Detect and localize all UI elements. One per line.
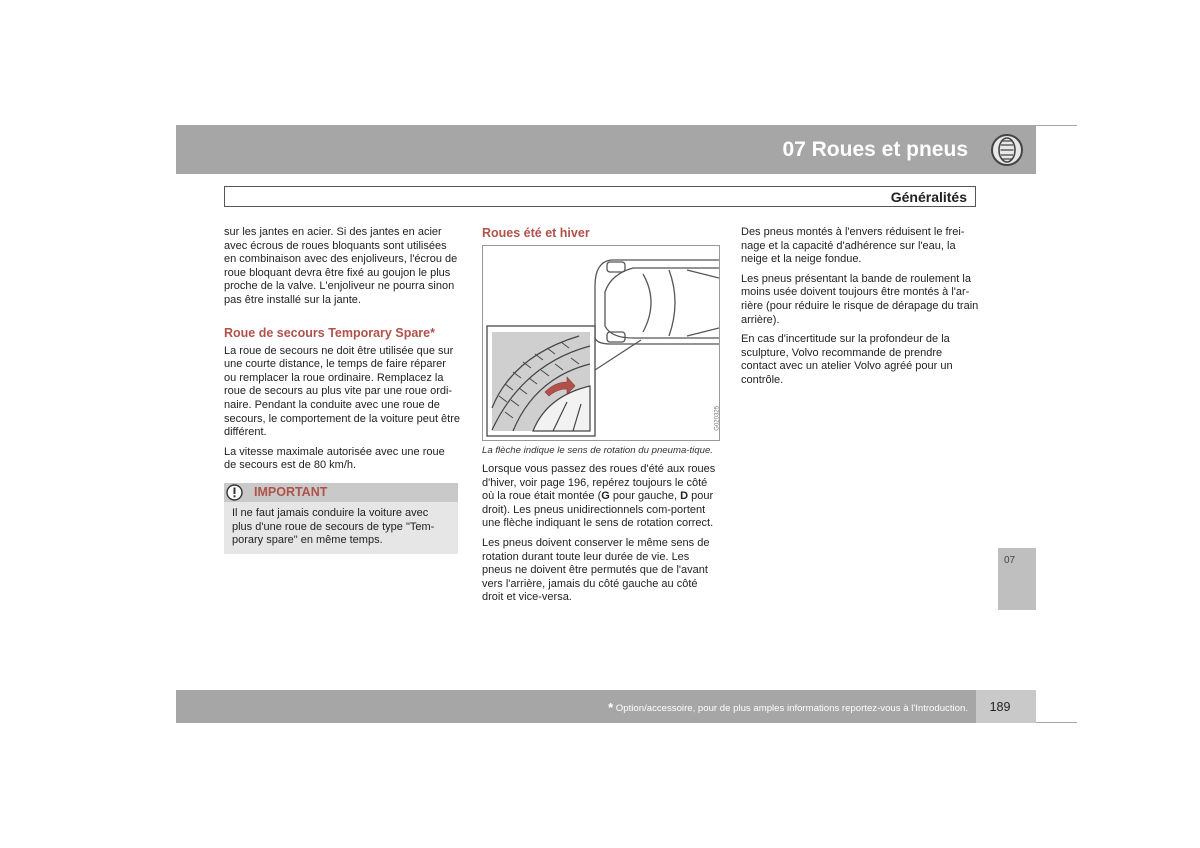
important-box [224, 483, 458, 554]
car-tire-drawing [483, 246, 719, 440]
chapter-tab-label: 07 [1004, 555, 1016, 566]
column-right [741, 226, 979, 394]
paragraph [482, 463, 719, 531]
important-title: IMPORTANT [254, 484, 328, 499]
section-heading: Roue de secours Temporary Spare* [224, 325, 435, 340]
footnote-text: Option/accessoire, pour de plus amples informations reportez-vous à l'Introduction. [613, 703, 968, 714]
tire-icon [978, 125, 1036, 174]
important-header [224, 483, 458, 502]
header-rule [1036, 125, 1077, 126]
bold-letter-g: G [601, 490, 610, 503]
text-run: pour gauche, [609, 490, 681, 503]
important-text: Il ne faut jamais conduire la voiture avec plus d'une roue de secours de type "Tem-porary spare" en même temps. [232, 506, 435, 547]
chapter-title: 07 Roues et pneus [782, 138, 968, 161]
footer-note [176, 690, 968, 723]
page-number: 189 [989, 700, 1011, 714]
text-run: pour droit). Les pneus unidirectionnels com-portent une flèche indiquant le sens de rotation correct. [482, 490, 714, 530]
paragraph: La roue de secours ne doit être utilisée que sur une courte distance, le temps de faire réparer ou remplacer la roue ordinaire. Remplacez la roue de secours au plus vite par une roue ordi-naire. Pendant la conduite avec une roue de secours, le comportement de la voiture peut être différent. [224, 344, 461, 439]
text-run: Lorsque vous passez des roues d'été aux roues d'hiver, voir page 196, repérez toujours le côté où la roue était montée ( [482, 463, 716, 503]
paragraph: En cas d'incertitude sur la profondeur de la sculpture, Volvo recommande de prendre contact avec un atelier Volvo agréé pour un contrôle. [741, 333, 953, 386]
paragraph: Les pneus doivent conserver le même sens de rotation durant toute leur durée de vie. Les pneus ne doivent être permutés que de l'avant vers l'arrière, jamais du côté gauche au côté droit et vice-versa. [482, 536, 710, 604]
paragraph: sur les jantes en acier. Si des jantes en acier avec écrous de roues bloquants sont utilisées en combinaison avec des enjoliveurs, l'écrou de roue bloquant devra être fixé au goujon le plus proche de la valve. L'enjoliveur ne pourra sinon pas être installé sur la jante. [224, 226, 458, 306]
section-title: Généralités [890, 189, 967, 205]
paragraph: La vitesse maximale autorisée avec une roue de secours est de 80 km/h. [224, 445, 445, 472]
footer-rule [1036, 722, 1077, 723]
figure-code: G020325 [715, 406, 721, 431]
paragraph: Les pneus présentant la bande de roulement la moins usée doivent toujours être montés à l'ar-rière (pour réduire le risque de dérapage du train arrière). [741, 272, 979, 326]
tire-rotation-illustration [482, 245, 720, 441]
column-middle [482, 226, 719, 611]
section-header [224, 186, 976, 207]
column-left [224, 226, 460, 554]
bold-letter-d: D [680, 490, 689, 503]
figure-caption: La flèche indique le sens de rotation du pneuma-tique. [482, 445, 713, 456]
exclamation-circle-icon [226, 484, 243, 501]
paragraph: Des pneus montés à l'envers réduisent le frei-nage et la capacité d'adhérence sur l'eau, la neige et la neige fondue. [741, 226, 965, 266]
footnote-star: * [608, 700, 614, 715]
section-heading: Roues été et hiver [482, 226, 590, 240]
